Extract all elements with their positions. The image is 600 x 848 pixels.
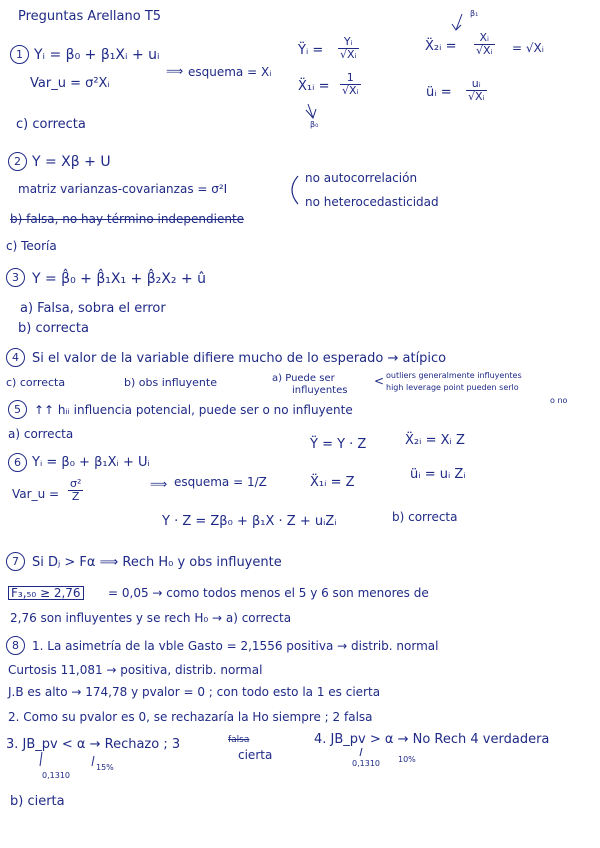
q1-arrow-beta0 xyxy=(308,104,313,118)
q6-transformed-equation: Y · Z = Zβ₀ + β₁X · Z + uᵢZᵢ xyxy=(162,514,337,529)
q1-model-equation: Yᵢ = β₀ + β₁Xᵢ + uᵢ xyxy=(34,47,160,63)
question-number-4: 4 xyxy=(6,348,25,367)
q1-x1-denominator: √Xᵢ xyxy=(342,83,359,97)
q4-brace: < xyxy=(374,374,385,388)
q6-var-denominator: Z xyxy=(71,489,80,503)
q7-f-critical-box: F₃,₅₀ ≥ 2,76 xyxy=(8,586,84,600)
q1-x1-lhs: Ẍ₁ᵢ = xyxy=(298,79,330,94)
q1-u-lhs: üᵢ = xyxy=(426,85,452,100)
q8-line-4: 2. Como su pvalor es 0, se rechazaría la Ho siempre ; 2 falsa xyxy=(8,710,373,724)
q8-line-2: Curtosis 11,081 → positiva, distrib. normal xyxy=(8,663,263,677)
question-number-2: 2 xyxy=(8,152,27,171)
q1-beta0-note: β₀ xyxy=(310,120,319,129)
q1-answer: c) correcta xyxy=(16,117,86,132)
q6-model-equation: Yᵢ = β₀ + β₁Xᵢ + Uᵢ xyxy=(32,455,150,470)
q6-x1i: Ẍ₁ᵢ = Z xyxy=(310,475,355,490)
q1-x1-fraction xyxy=(340,72,361,96)
q6-x2i: Ẍ₂ᵢ = Xᵢ Z xyxy=(405,433,465,448)
q2-no-heteroskedasticity: no heterocedasticidad xyxy=(305,195,439,209)
q8-line-5a xyxy=(6,738,180,751)
q8-alpha-note-1: 15% xyxy=(96,763,114,772)
q2-model-equation: Y = Xβ + U xyxy=(32,154,111,170)
question-number-7: 7 xyxy=(6,552,25,571)
q1-u-denominator: √Xᵢ xyxy=(468,89,485,103)
q7-line-1: Si Dⱼ > Fα ⟹ Rech H₀ y obs influyente xyxy=(32,555,282,570)
q6-var-numerator: σ² xyxy=(70,477,82,490)
q1-u-fraction xyxy=(466,78,487,102)
q2-matrix: matriz varianzas-covarianzas = σ²I xyxy=(18,182,228,196)
q4-answer-b: b) obs influyente xyxy=(124,376,217,389)
q3-answer-a: a) Falsa, sobra el error xyxy=(20,301,166,316)
q3-model-equation: Y = β̂₀ + β̂₁X₁ + β̂₂X₂ + û xyxy=(32,271,206,287)
q2-answer-c: c) Teoría xyxy=(6,239,57,253)
question-number-5: 5 xyxy=(8,400,27,419)
q1-x1-numerator: 1 xyxy=(340,72,361,85)
q8-answer-b: b) cierta xyxy=(10,794,65,809)
q1-ystar-denominator: √Xᵢ xyxy=(340,47,357,61)
q1-x2-denominator: √Xᵢ xyxy=(476,43,493,57)
q3-answer-b: b) correcta xyxy=(18,321,89,336)
q7-line-2: = 0,05 → como todos menos el 5 y 6 son menores de xyxy=(108,586,429,600)
q7-line-3: 2,76 son influyentes y se rech H₀ → a) correcta xyxy=(10,611,292,625)
q8-arrow-2 xyxy=(92,756,94,766)
q6-var-fraction xyxy=(68,478,83,502)
question-number-6: 6 xyxy=(8,453,27,472)
q8-arrow-3 xyxy=(360,748,362,756)
q1-ystar-fraction xyxy=(338,36,359,60)
q8-arrow-1 xyxy=(40,752,42,766)
q1-x2-numerator: Xᵢ xyxy=(474,32,495,45)
q1-x2-fraction xyxy=(474,32,495,56)
q2-brace xyxy=(292,176,298,204)
q6-scheme: esquema = 1/Z xyxy=(174,475,267,489)
q4-answer-a-influential: influyentes xyxy=(292,385,348,396)
q6-answer-b: b) correcta xyxy=(392,510,458,524)
q8-cierta: cierta xyxy=(238,748,273,762)
q8-line-5b: 4. JB_pv > α → No Rech 4 verdadera xyxy=(314,732,550,747)
q2-no-autocorrelation: no autocorrelación xyxy=(305,171,418,185)
q1-u-numerator: uᵢ xyxy=(466,78,487,91)
q4-or-not-note: o no xyxy=(550,396,568,405)
question-number-3: 3 xyxy=(6,268,25,287)
q5-statement: ↑↑ hᵢᵢ influencia potencial, puede ser o no influyente xyxy=(34,403,353,417)
q4-outliers-note: outliers generalmente influyentes xyxy=(386,371,522,380)
q4-statement: Si el valor de la variable difiere mucho de lo esperado → atípico xyxy=(32,351,447,366)
q8-line-1: 1. La asimetría de la vble Gasto = 2,1556 positiva → distrib. normal xyxy=(32,639,439,653)
q8-pvalue-note-2: 0,1310 xyxy=(352,759,380,768)
q4-leverage-note: high leverage point pueden serlo xyxy=(386,383,519,392)
q1-arrowhead-beta1 xyxy=(452,24,461,30)
q1-arrowhead-beta0 xyxy=(306,109,316,118)
question-number-1: 1 xyxy=(10,45,29,64)
q1-scheme-arrow: ⟹ xyxy=(166,64,184,78)
q8-struck-falsa: falsa xyxy=(228,735,250,745)
q2-answer-b: b) falsa, no hay término independiente xyxy=(10,212,245,226)
q8-alpha-note-2: 10% xyxy=(398,755,416,764)
q4-answer-c: c) correcta xyxy=(6,376,66,389)
q1-beta1-note: β₁ xyxy=(470,9,479,18)
q1-ystar-numerator: Yᵢ xyxy=(338,36,359,49)
q8-line-3: J.B es alto → 174,78 y pvalor = 0 ; con todo esto la 1 es cierta xyxy=(8,685,381,699)
q1-scheme: esquema = Xᵢ xyxy=(188,65,272,79)
q6-ydd: Ÿ = Y · Z xyxy=(310,437,367,452)
q1-x2-tail: = √Xᵢ xyxy=(512,41,544,55)
q1-arrow-beta1 xyxy=(456,14,462,30)
question-number-8: 8 xyxy=(6,636,25,655)
q6-var-lhs: Var_u = xyxy=(12,487,60,501)
q5-answer-a: a) correcta xyxy=(8,427,74,441)
q8-pvalue-note-1: 0,1310 xyxy=(42,771,70,780)
q1-variance: Var_u = σ²Xᵢ xyxy=(30,76,110,91)
q4-answer-a: a) Puede ser xyxy=(272,373,335,384)
page-title: Preguntas Arellano T5 xyxy=(18,9,162,24)
q8-line-5a-text: 3. JB_pv < α → Rechazo ; 3 xyxy=(6,737,181,752)
q1-ystar-lhs: Ÿᵢ = xyxy=(298,43,324,58)
q1-x2-lhs: Ẍ₂ᵢ = xyxy=(425,39,457,54)
q6-ui: üᵢ = uᵢ Zᵢ xyxy=(410,467,466,482)
q6-scheme-arrow: ⟹ xyxy=(150,477,168,491)
